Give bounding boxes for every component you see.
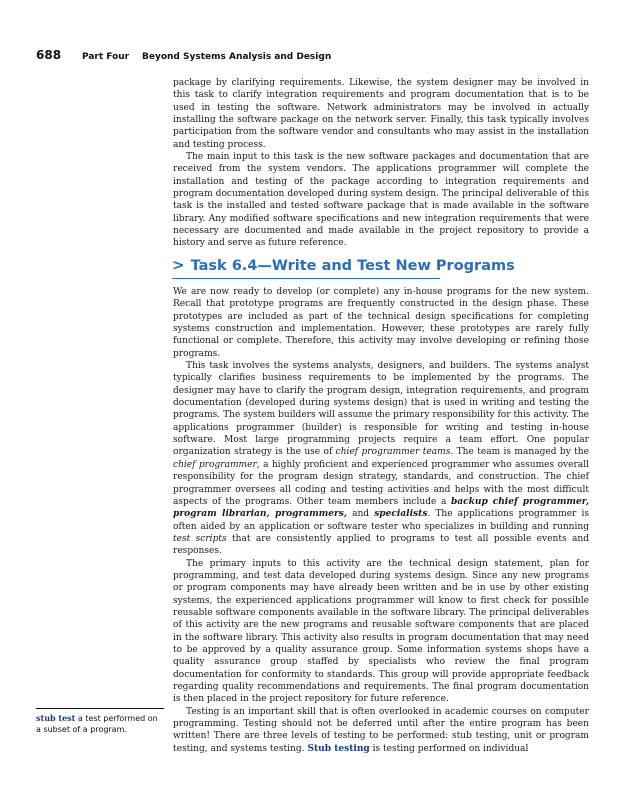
chapter-title: Beyond Systems Analysis and Design [142,52,332,62]
margin-definition [36,708,164,735]
section-a-text [173,77,589,250]
paragraph: We are now ready to develop (or complete) any in-house programs for the new system. Recall that prototype programs are frequently constructed in the design phase. These prototypes are included as part of the technical design specifications for completing systems construction and implementation. However, these prototypes are rarely fully functional or complete. Therefore, this activity may involve developing or refining those programs. [173,287,589,359]
paragraph: package by clarifying requirements. Likewise, the system designer may be involved in this task to clarify integration requirements and program documentation that is to be used in testing the software. Network administrators may be involved in actually installing the software package on the network server. Finally, this task typically involves participation from the software vendor and consultants who may assist in the installation and testing process. [173,78,589,150]
term-specialists: specialists [374,509,428,520]
paragraph: This task involves the systems analysts, designers, and builders. The systems analyst typically clarifies business requirements to be implemented by the programs. The designer may have to clarify the program design, integration requirements, and program documentation (developed during systems design) that is used in writing and testing the programs. The system builders will assume the primary responsibility for this activity. The applications programmer (builder) is responsible for writing and testing in-house software. Most large programming projects require a team effort. One popular organization strategy is the use of chief programmer teams. The team is managed by the chief programmer, a highly proficient and experienced programmer who assumes overall responsibility for the program design strategy, standards, and construction. The chief programmer oversees all coding and testing activities and helps with the most difficult aspects of the programs. Other team members include a backup chief programmer, program librarian, programmers, and specialists. The applications programmer is often aided by an application or software tester who specializes in building and running test scripts that are consistently applied to programs to test all possible events and responses. [173,361,589,557]
term-team-roles: backup chief programmer, program librarian, programmers, [173,496,589,520]
margin-term: stub test [36,713,76,723]
key-term-stub-testing: Stub testing [307,743,370,754]
term-test-scripts: test scripts [173,533,227,544]
margin-rule [36,708,164,709]
heading-marker: > [172,256,185,274]
part-label: Part Four [82,52,130,62]
running-header [36,48,559,66]
task-heading [172,256,592,278]
paragraph: The main input to this task is the new software packages and documentation that are received from the system vendors. The applications programmer will complete the installation and testing of the package according to integration requirements and program documentation developed during system design. The principal deliverable of this task is the installed and tested software package that is made available in the software library. Any modified software specifications and new integration requirements that were necessary are documented and made available in the project repository to provide a history and serve as future reference. [173,152,589,249]
paragraph: The primary inputs to this activity are the technical design statement, plan for programming, and test data developed during systems design. Since any new programs or program components may have already been written and be in use by other existing systems, the experienced applications programmer will know to first check for possible reusable software components available in the software library. The principal deliverables of this activity are the new programs and reusable software components that are placed in the software library. This activity also results in program documentation that may need to be approved by a quality assurance group. Some information systems shops have a quality assurance group staffed by specialists who review the final program documentation for conformity to standards. This group will provide appropriate feedback regarding quality recommendations and requirements. The final program documentation is then placed in the project repository for future reference. [173,558,589,705]
heading-underline [172,278,440,279]
heading-title: Task 6.4—Write and Test New Programs [190,258,515,274]
term-chief-programmer: chief programmer [173,459,257,470]
term-chief-programmer-teams: chief programmer teams [335,447,451,458]
margin-definition-text: a test performed on a subset of a program. [36,714,158,734]
paragraph: Testing is an important skill that is often overlooked in academic courses on computer programming. Testing should not be deferred until after the entire program has been written! There are three levels of testing to be performed: stub testing, unit or program testing, and systems testing. Stub testing is testing performed on individual [173,706,589,754]
page-number: 688 [36,48,62,62]
section-b-text [173,286,589,755]
